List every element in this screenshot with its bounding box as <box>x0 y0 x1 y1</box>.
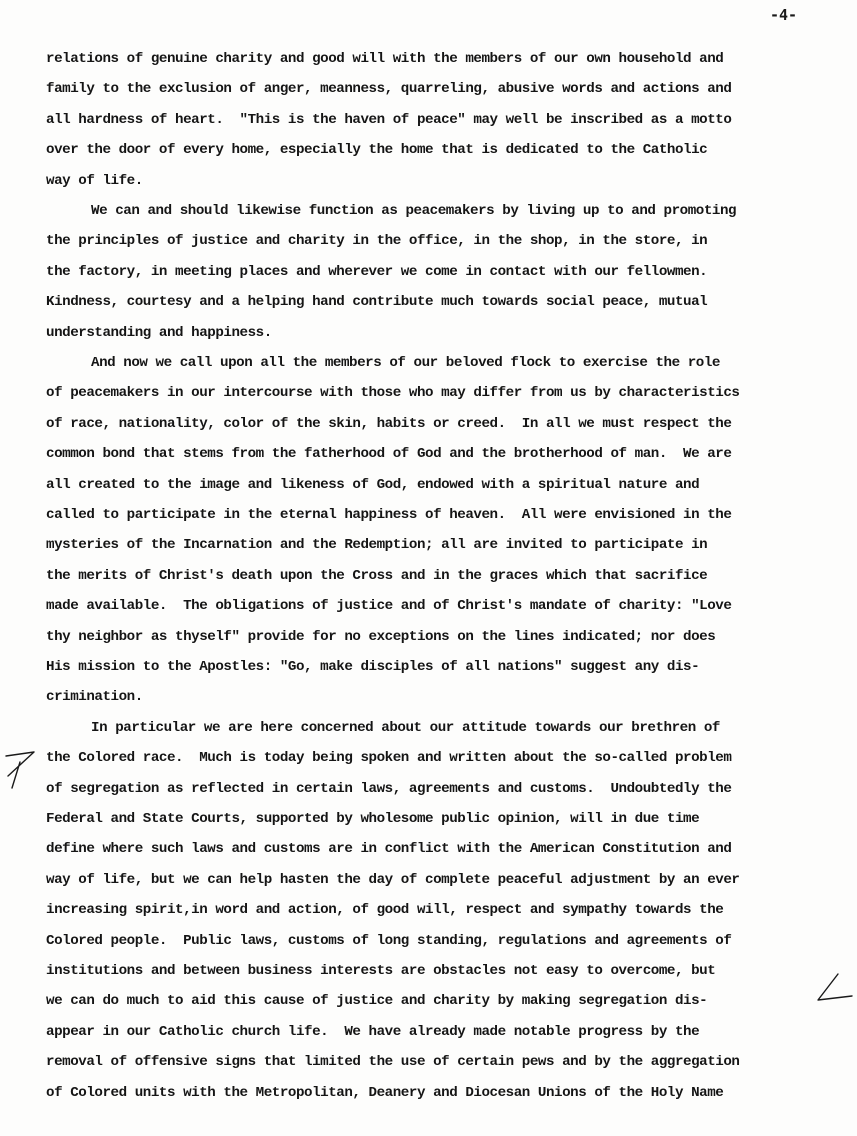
text-line: the Colored race. Much is today being spoken and written about the so-called problem <box>46 750 732 767</box>
text-line: way of life, but we can help hasten the day of complete peaceful adjustment by an ever <box>46 871 740 888</box>
text-line: the merits of Christ's death upon the Cross and in the graces which that sacrifice <box>46 567 708 584</box>
paragraph-first-line: In particular we are here concerned about our attitude towards our brethren of <box>91 719 720 736</box>
text-line: called to participate in the eternal happiness of heaven. All were envisioned in the <box>46 507 732 523</box>
text-line: we can do much to aid this cause of justice and charity by making segregation dis- <box>46 993 708 1010</box>
text-line: of Colored units with the Metropolitan, Deanery and Diocesan Unions of the Holy Name <box>46 1084 724 1101</box>
text-line: mysteries of the Incarnation and the Redemption; all are invited to participate in <box>46 537 708 554</box>
text-line: of race, nationality, color of the skin, habits or creed. In all we must respect the <box>46 415 732 432</box>
text-line: relations of genuine charity and good will with the members of our own household and <box>46 51 724 67</box>
text-line: institutions and between business interests are obstacles not easy to overcome, but <box>46 963 716 979</box>
text-line: the principles of justice and charity in the office, in the shop, in the store, in <box>46 233 708 250</box>
page-number: -4- <box>770 6 798 24</box>
text-line: thy neighbor as thyself" provide for no exceptions on the lines indicated; nor does <box>46 628 716 645</box>
paragraph-first-line: We can and should likewise function as peacemakers by living up to and promoting <box>91 203 737 219</box>
text-line: increasing spirit,in word and action, of good will, respect and sympathy towards the <box>46 902 724 919</box>
right-margin-mark-icon <box>812 970 856 1010</box>
text-line: understanding and happiness. <box>46 324 272 341</box>
text-line: Kindness, courtesy and a helping hand contribute much towards social peace, mutual <box>46 294 708 311</box>
left-margin-mark-icon <box>2 748 46 792</box>
text-line: the factory, in meeting places and wherever we come in contact with our fellowmen. <box>46 263 708 280</box>
text-line: removal of offensive signs that limited the use of certain pews and by the aggregation <box>46 1054 740 1071</box>
text-line: Federal and State Courts, supported by wholesome public opinion, will in due time <box>46 811 700 827</box>
text-line: appear in our Catholic church life. We have already made notable progress by the <box>46 1023 700 1040</box>
text-line: define where such laws and customs are in conflict with the American Constitution and <box>46 841 732 858</box>
text-line: all hardness of heart. "This is the haven of peace" may well be inscribed as a motto <box>46 111 732 128</box>
text-line: of segregation as reflected in certain laws, agreements and customs. Undoubtedly the <box>46 780 732 797</box>
text-line: Colored people. Public laws, customs of long standing, regulations and agreements of <box>46 932 732 949</box>
text-line: His mission to the Apostles: "Go, make disciples of all nations" suggest any dis- <box>46 659 700 675</box>
text-line: made available. The obligations of justice and of Christ's mandate of charity: "Love <box>46 598 732 615</box>
text-line: all created to the image and likeness of God, endowed with a spiritual nature and <box>46 476 700 493</box>
text-line: over the door of every home, especially the home that is dedicated to the Catholic <box>46 142 708 159</box>
text-line: family to the exclusion of anger, meanness, quarreling, abusive words and actions and <box>46 81 732 98</box>
paragraph-first-line: And now we call upon all the members of our beloved flock to exercise the role <box>91 355 720 371</box>
text-line: crimination. <box>46 689 143 706</box>
text-line: common bond that stems from the fatherhood of God and the brotherhood of man. We are <box>46 446 732 463</box>
text-line: of peacemakers in our intercourse with those who may differ from us by characteristics <box>46 385 740 402</box>
text-line: way of life. <box>46 172 143 189</box>
